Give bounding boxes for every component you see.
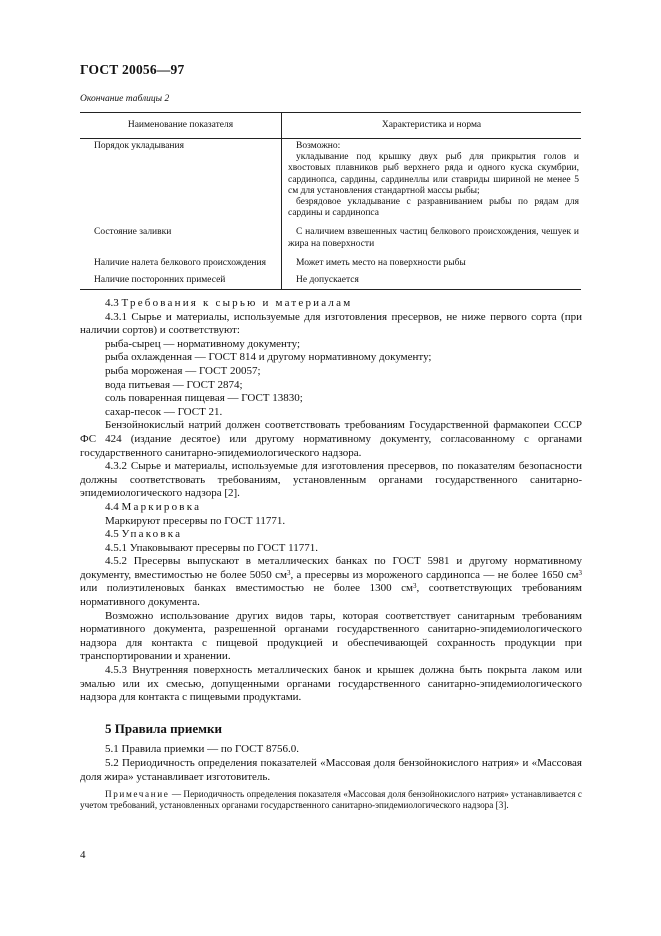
- column-header-norm: Характеристика и норма: [282, 113, 582, 139]
- table-header-row: [80, 113, 581, 139]
- note: [80, 789, 582, 811]
- section-heading-4-4: 4.4 Маркировка: [105, 500, 202, 513]
- paragraph-4-5-1: 4.5.1 Упаковывают пресервы по ГОСТ 11771.: [105, 541, 318, 554]
- paragraph-4-5-2: 4.5.2 Пресервы выпускают в металлических банках по ГОСТ 5981 и другому нормативному документу, вместимостью не более 5050 $см^3$, а пресервы из мороженого сардинопса — не более 1650 $см^3$ или полиэтиленовых банках вместимостью не более 1300 $см^3$, соответствующих требованиям нормативного документа.: [80, 555, 582, 609]
- paragraph-4-3-1: 4.3.1 Сырье и материалы, используемые для изготовления пресервов, не ниже первого сорта (при наличии сортов) и соответствуют:: [80, 310, 582, 337]
- paragraph-5-2: 5.2 Периодичность определения показателей «Массовая доля бензойнокислого натрия» и «Массовая доля жира» устанавливает изготовитель.: [80, 757, 582, 783]
- section-5-title: 5 Правила приемки: [105, 720, 222, 736]
- paragraph-4-3-2: 4.3.2 Сырье и материалы, используемые для изготовления пресервов, по показателям безопасности должны соответствовать требованиям, установленным органами государственного санитарно-эпидемиологического надзора [2].: [80, 460, 582, 500]
- material-item: рыба мороженая — ГОСТ 20057;: [105, 364, 261, 377]
- material-item: сахар-песок — ГОСТ 21.: [105, 405, 223, 418]
- indicator-name: Состояние заливки: [80, 227, 282, 257]
- paragraph-5-1: 5.1 Правила приемки — по ГОСТ 8756.0.: [105, 743, 299, 756]
- paragraph-benzoate: Бензойнокислый натрий должен соответствовать требованиям Государственной фармакопеи СССР ФС 424 (издание десятое) или другому нормативному документу, согласованному с органами государственного санитарно-эпидемиологического надзора.: [80, 419, 582, 459]
- document-code: ГОСТ 20056—97: [80, 62, 185, 77]
- table-caption: Окончание таблицы 2: [80, 94, 170, 104]
- material-item: рыба охлажденная — ГОСТ 814 и другому нормативному документу;: [105, 351, 432, 364]
- table-row: [80, 275, 581, 290]
- table-row: [80, 139, 581, 228]
- norm-line: безрядовое укладывание с разравниванием рыбы по рядам для сардины и сардинопса: [288, 197, 579, 219]
- page-number: 4: [80, 849, 86, 861]
- section-heading-4-3: 4.3 Требования к сырью и материалам: [105, 297, 353, 309]
- indicator-name: Наличие посторонних примесей: [80, 275, 282, 290]
- indicator-table: [80, 112, 581, 290]
- material-item: вода питьевая — ГОСТ 2874;: [105, 378, 243, 391]
- column-header-indicator: Наименование показателя: [80, 113, 282, 139]
- indicator-name: Наличие налета белкового происхождения: [80, 258, 282, 275]
- indicator-name: Порядок укладывания: [80, 139, 282, 228]
- main-text: [80, 297, 582, 811]
- paragraph-tara: Возможно использование других видов тары, которая соответствует санитарным требованиям нормативного документа, разрешенной органами государственного санитарно-эпидемиологического надзора для контакта с пищевой продукцией и обеспечивающей сохранность продукции при транспортировании и хранении.: [80, 609, 582, 663]
- indicator-norm: [282, 139, 582, 228]
- material-item: соль поваренная пищевая — ГОСТ 13830;: [105, 392, 303, 405]
- material-item: рыба-сырец — нормативному документу;: [105, 337, 300, 350]
- norm-line: Возможно:: [296, 141, 341, 151]
- paragraph-4-4: Маркируют пресервы по ГОСТ 11771.: [105, 514, 286, 527]
- indicator-norm: Не допускается: [282, 275, 582, 290]
- table-row: [80, 258, 581, 275]
- table-row: [80, 227, 581, 257]
- indicator-norm: Может иметь место на поверхности рыбы: [296, 257, 466, 268]
- section-heading-4-5: 4.5 Упаковка: [105, 528, 183, 541]
- indicator-norm: С наличием взвешенных частиц белкового происхождения, чешуек и жира на поверхности: [288, 227, 579, 249]
- norm-line: укладывание под крышку двух рыб для прикрытия голов и хвостовых плавников рыб верхнего ряда и одного куска скумбрии, сардинопса, сардины, сардинеллы или ставриды шириной не менее 5 см для установления стандартной массы рыбы;: [288, 152, 579, 196]
- paragraph-4-5-3: 4.5.3 Внутренняя поверхность металлических банок и крышек должна быть покрыта лаком или эмалью или их смесью, допущенными органами государственного санитарно-эпидемиологического надзора для контакта с пищевыми продуктами.: [80, 664, 582, 704]
- note-text: — Периодичность определения показателя «Массовая доля бензойнокислого натрия» устанавливается с учетом требований, установленных органами государственного санитарно-эпидемиологического надзора [3].: [80, 789, 582, 811]
- note-label: Примечание: [105, 789, 170, 800]
